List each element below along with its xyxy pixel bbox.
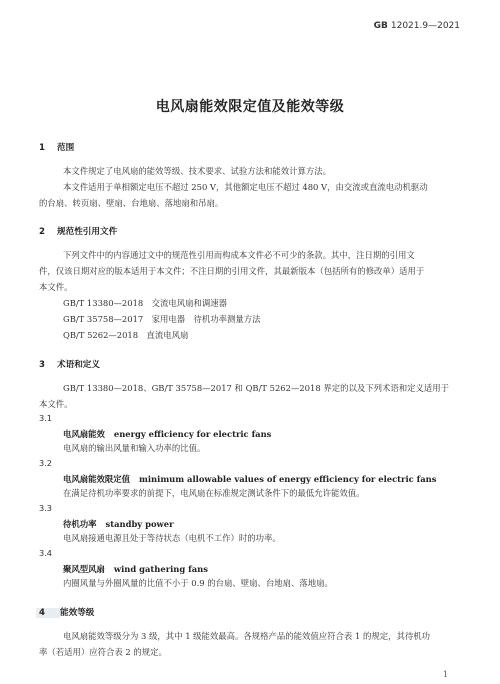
references-intro-line-2: 件，仅该日期对应的版本适用于本文件；不注日期的引用文件，其最新版本（包括所有的修改单）适用于 — [39, 266, 425, 276]
standard-number: 12021.9—2021 — [390, 21, 460, 31]
page-number: 1 — [442, 670, 448, 679]
section-number: 3 — [39, 360, 45, 370]
grades-paragraph-line-1: 电风扇能效等级分为 3 级，其中 1 级能效最高。各规格产品的能效值应符合表 1 的规定，其待机功 — [63, 631, 430, 641]
reference-item: GB/T 13380—2018 交流电风扇和调速器 — [63, 298, 227, 308]
section-3-heading — [39, 358, 100, 370]
section-title: 术语和定义 — [57, 360, 100, 370]
section-number: 4 — [36, 608, 60, 618]
term-number: 3.4 — [39, 548, 53, 558]
section-title: 规范性引用文件 — [57, 227, 118, 237]
grades-paragraph-line-2: 率（若适用）应符合表 2 的规定。 — [39, 647, 167, 657]
term-definition: 电风扇接通电源且处于等待状态（电机不工作）时的功率。 — [63, 533, 281, 543]
term-heading — [63, 518, 174, 530]
term-english: standby power — [105, 519, 174, 529]
scope-paragraph-1: 本文件规定了电风扇的能效等级、技术要求、试验方法和能效计算方法。 — [63, 166, 331, 176]
reference-item: QB/T 5262—2018 直流电风扇 — [63, 330, 189, 340]
term-definition: 内圈风量与外圈风量的比值不小于 0.9 的台扇、壁扇、台地扇、落地扇。 — [63, 578, 333, 588]
term-definition: 电风扇的输出风量和输入功率的比值。 — [63, 443, 206, 453]
term-heading — [63, 473, 437, 485]
references-intro-line-3: 本文件。 — [39, 282, 73, 292]
term-chinese: 待机功率 — [63, 519, 97, 529]
section-title: 能效等级 — [60, 608, 95, 618]
section-2-heading — [39, 225, 117, 237]
term-english: wind gathering fans — [113, 564, 208, 574]
term-chinese: 聚风型风扇 — [63, 564, 105, 574]
term-english: minimum allowable values of energy efficiency for electric fans — [139, 474, 437, 484]
section-number: 2 — [39, 227, 45, 237]
standard-code — [374, 21, 460, 31]
term-number: 3.2 — [39, 458, 53, 468]
section-title: 范围 — [57, 143, 75, 153]
references-intro-line-1: 下列文件中的内容通过文中的规范性引用而构成本文件必不可少的条款。其中，注日期的引用文 — [63, 250, 415, 260]
term-number: 3.3 — [39, 503, 53, 513]
term-number: 3.1 — [39, 413, 53, 423]
scope-paragraph-2-line-1: 本文件适用于单相额定电压不超过 250 V，其他额定电压不超过 480 V，由交流或直流电动机驱动 — [63, 182, 428, 192]
term-chinese: 电风扇能效限定值 — [63, 474, 130, 484]
section-4-heading — [39, 606, 94, 618]
scope-paragraph-2-line-2: 的台扇、转页扇、壁扇、台地扇、落地扇和吊扇。 — [39, 198, 224, 208]
reference-item: GB/T 35758—2017 家用电器 待机功率测量方法 — [63, 314, 261, 324]
term-heading — [63, 563, 208, 575]
terms-intro-line-1: GB/T 13380—2018、GB/T 35758—2017 和 QB/T 5262—2018 界定的以及下列术语和定义适用于 — [63, 383, 449, 393]
term-definition: 在满足待机功率要求的前提下，电风扇在标准规定测试条件下的最低允许能效值。 — [63, 488, 365, 498]
section-1-heading — [39, 141, 74, 153]
section-number: 1 — [39, 143, 45, 153]
term-heading — [63, 428, 271, 440]
document-title: 电风扇能效限定值及能效等级 — [155, 99, 345, 115]
terms-intro-line-2: 本文件。 — [39, 399, 73, 409]
standard-prefix: GB — [373, 21, 388, 31]
term-chinese: 电风扇能效 — [63, 429, 105, 439]
term-english: energy efficiency for electric fans — [113, 429, 272, 439]
